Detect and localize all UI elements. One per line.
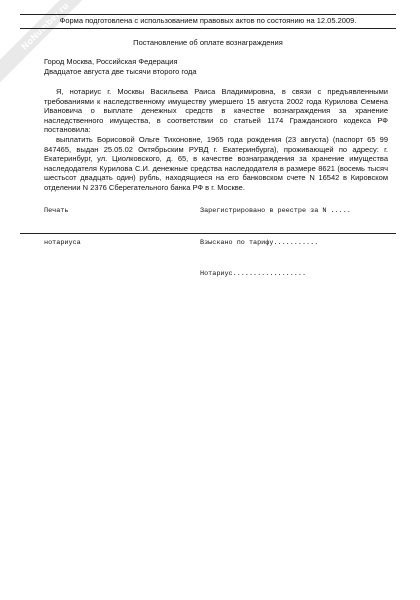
bottom-rule <box>20 233 396 234</box>
registry-line: Зарегистрировано в реестре за N ..... <box>200 207 351 215</box>
place-and-date <box>44 57 197 77</box>
seal-line-1: Печать <box>44 207 69 215</box>
header-note: Форма подготовлена с использованием правовых актов по состоянию на 12.05.2009. <box>59 16 357 25</box>
body-paragraph-1: Я, нотариус г. Москвы Васильева Раиса Владимировна, в связи с предъявленными требованиями к наследственному имуществу умершего 15 августа 2002 года Курилова Семена Ивановича о выплате денежных средств в качестве вознаграждения за хранение наследственного имущества, в соответствии со статьей 1174 Гражданского кодекса РФ постановила: <box>44 87 388 135</box>
seal-line-2: нотариуса <box>44 238 81 247</box>
date-line: Двадцатое августа две тысячи второго года <box>44 67 197 76</box>
body-paragraph-2: выплатить Борисовой Ольге Тихоновне, 1965 года рождения (23 августа) (паспорт 65 99 847465, выдан 25.05.02 Октябрьским РУВД г. Екатеринбурга), проживающей по адресу: г. Екатеринбург, ул. Циолковского, д. 65, в качестве вознаграждения за хранение имущества наследодателя Курилова С.И. денежные средства наследодателя в размере 8621 (восемь тысяч шестьсот двадцать один) рубль, находящиеся на его банковском счете N 16542 в Кировском отделении N 2376 Сберегательного банка РФ в г. Москве. <box>44 134 388 192</box>
notary-signature-line: Нотариус.................. <box>200 270 307 278</box>
seal-block <box>44 185 81 259</box>
document-title: Постановление об оплате вознаграждения <box>133 38 283 47</box>
tariff-line: Взыскано по тарифу........... <box>200 238 319 247</box>
place-line: Город Москва, Российская Федерация <box>44 57 178 66</box>
registration-block <box>200 185 351 290</box>
watermark-ribbon: NoNumber.ru <box>0 0 104 85</box>
header-rule <box>20 28 396 29</box>
document-body <box>44 87 388 193</box>
